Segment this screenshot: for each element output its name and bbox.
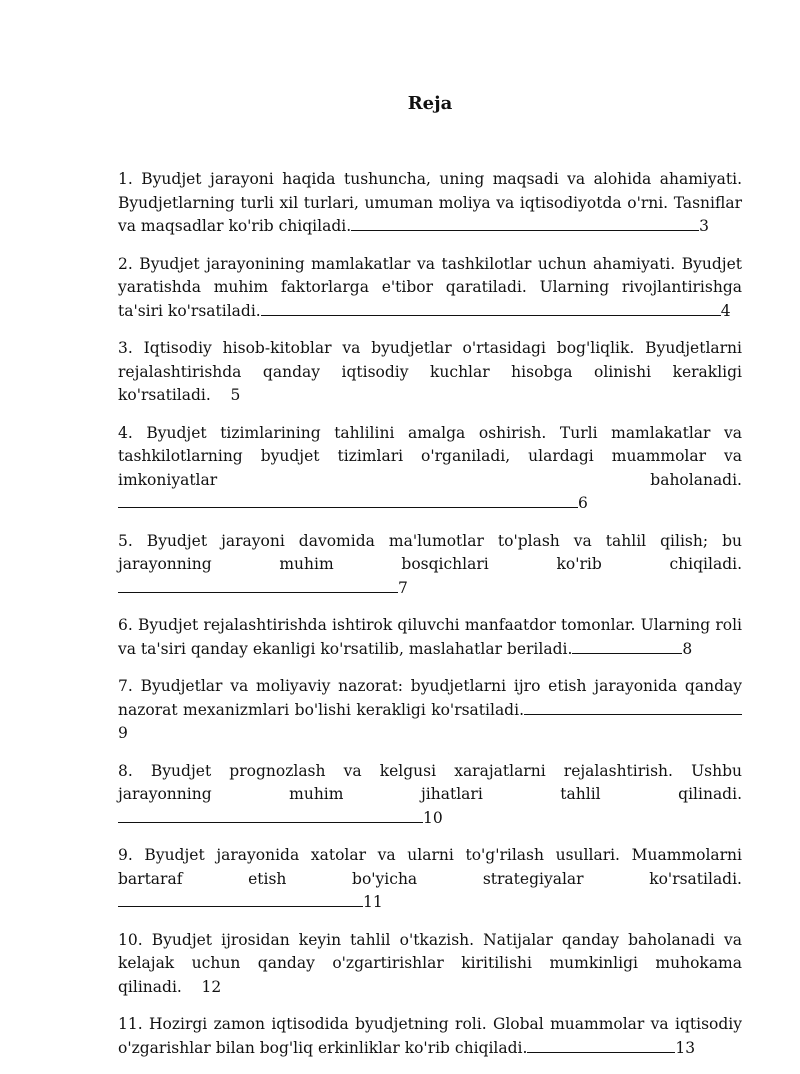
toc-page-number: 10 bbox=[423, 808, 443, 827]
toc-item-text: 11. Hozirgi zamon iqtisodida byudjetning roli. Global muammolar va iqtisodiy o'zgarishlar bilan bog'liq erkinliklar ko'rib chiqiladi. bbox=[118, 1015, 742, 1057]
toc-leader-line bbox=[524, 713, 742, 715]
toc-item-text: 4. Byudjet tizimlarining tahlilini amalga oshirish. Turli mamlakatlar va tashkilotlarning byudjet tizimlari o'rganiladi, ulardagi muammolar va imkoniyatlar baholanadi. bbox=[118, 423, 742, 489]
toc-item bbox=[118, 530, 742, 601]
toc-leader-line bbox=[261, 314, 721, 316]
toc-leader-line bbox=[572, 652, 682, 654]
toc-page-number: 8 bbox=[682, 639, 693, 658]
toc-item bbox=[118, 614, 742, 661]
toc-leader-line bbox=[118, 821, 423, 823]
toc-page-number: 11 bbox=[363, 893, 383, 911]
toc-item bbox=[118, 675, 742, 746]
toc-item-text: 8. Byudjet prognozlash va kelgusi xarajatlarni rejalashtirish. Ushbu jarayonning muhim jihatlari tahlil qilinadi. bbox=[118, 761, 742, 803]
toc-page-number: 4 bbox=[720, 301, 731, 320]
toc-page-number: 3 bbox=[699, 217, 710, 235]
toc-page-number: 13 bbox=[675, 1038, 696, 1057]
table-of-contents bbox=[118, 168, 742, 1074]
toc-item-text: 6. Byudjet rejalashtirishda ishtirok qiluvchi manfaatdor tomonlar. Ularning roli va ta'siri qanday ekanligi ko'rsatilib, maslahatlar beriladi. bbox=[118, 616, 742, 658]
toc-gap bbox=[211, 386, 231, 404]
toc-leader-line bbox=[527, 1051, 675, 1053]
toc-page-number: 5 bbox=[230, 386, 241, 404]
toc-item-text: 2. Byudjet jarayonining mamlakatlar va tashkilotlar uchun ahamiyati. Byudjet yaratishda muhim faktorlarga e'tibor qaratiladi. Ularning rivojlantirishga ta'siri ko'rsatiladi. bbox=[118, 254, 742, 320]
toc-item bbox=[118, 253, 742, 324]
toc-item-text: 1. Byudjet jarayoni haqida tushuncha, uning maqsadi va alohida ahamiyati. Byudjetlarning turli xil turlari, umuman moliya va iqtisodiyotda o'rni. Tasniflar va maqsadlar ko'rib chiqiladi. bbox=[118, 170, 742, 235]
page-title: Reja bbox=[407, 93, 453, 114]
toc-leader-line bbox=[118, 506, 578, 508]
toc-item bbox=[118, 337, 742, 408]
toc-item-text: 9. Byudjet jarayonida xatolar va ularni to'g'rilash usullari. Muammolarni bartaraf etish bo'yicha strategiyalar ko'rsatiladi. bbox=[118, 846, 742, 888]
toc-item bbox=[118, 844, 742, 915]
toc-leader-line bbox=[118, 905, 363, 907]
toc-gap bbox=[182, 978, 202, 996]
toc-page-number: 7 bbox=[398, 578, 408, 597]
toc-item-text: 10. Byudjet ijrosidan keyin tahlil o'tkazish. Natijalar qanday baholanadi va kelajak uchun qanday o'zgartirishlar kiritilishi mumkinligi muhokama qilinadi. bbox=[118, 930, 742, 996]
toc-item-text: 5. Byudjet jarayoni davomida ma'lumotlar to'plash va tahlil qilish; bu jarayonning muhim bosqichlari ko'rib chiqiladi. bbox=[118, 531, 742, 573]
toc-item-text: 7. Byudjetlar va moliyaviy nazorat: byudjetlarni ijro etish jarayonida qanday nazorat mexanizmlari bo'lishi kerakligi ko'rsatiladi. bbox=[118, 677, 742, 719]
toc-item bbox=[118, 422, 742, 516]
toc-page-number: 6 bbox=[578, 494, 588, 512]
toc-leader-line bbox=[118, 591, 398, 593]
toc-item bbox=[118, 760, 742, 831]
toc-item bbox=[118, 168, 742, 239]
toc-item-text: 3. Iqtisodiy hisob-kitoblar va byudjetlar o'rtasidagi bog'liqlik. Byudjetlarni rejalashtirishda qanday iqtisodiy kuchlar hisobga olinishi kerakligi ko'rsatiladi. bbox=[118, 339, 742, 404]
toc-page-number: 12 bbox=[201, 977, 222, 996]
toc-page-number: 9 bbox=[118, 724, 128, 742]
toc-leader-line bbox=[351, 229, 699, 231]
toc-item bbox=[118, 1013, 742, 1060]
toc-item bbox=[118, 929, 742, 1000]
